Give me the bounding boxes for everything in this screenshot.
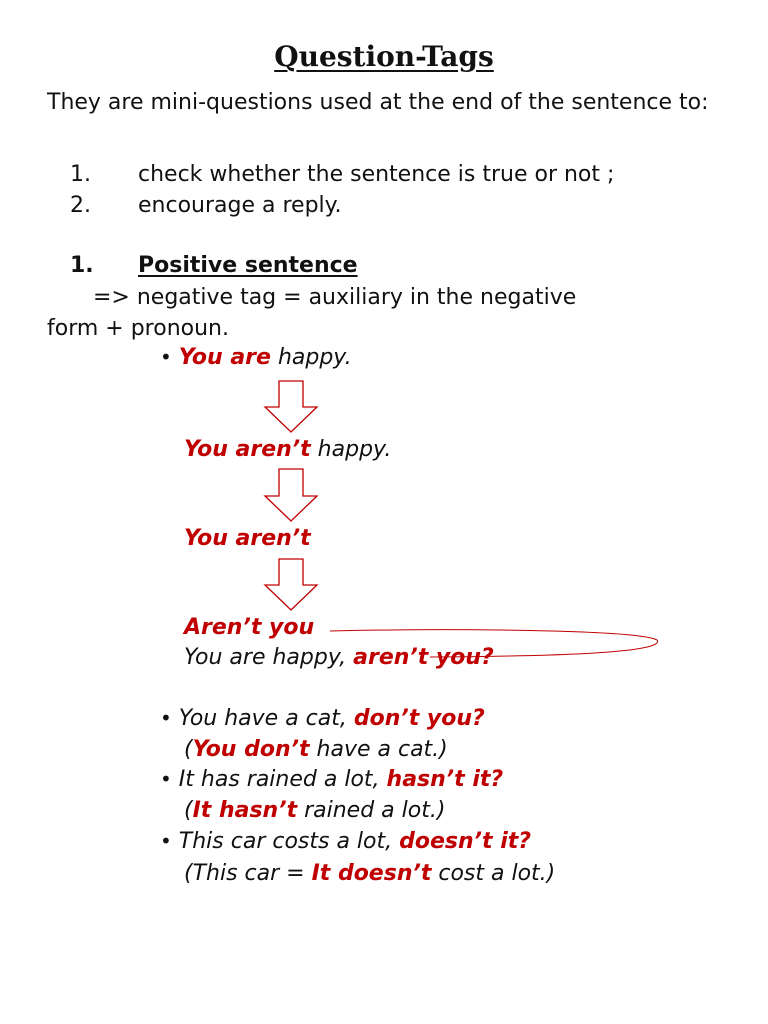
note-post: have a cat.)	[309, 737, 448, 762]
down-arrow-icon	[265, 381, 317, 432]
example-3-note	[184, 861, 555, 886]
purpose-number: 2.	[70, 193, 91, 218]
note-open: (	[184, 737, 193, 762]
rule-line-1: => negative tag = auxiliary in the negative	[93, 285, 577, 310]
example-sentence: You have a cat,	[178, 706, 354, 731]
example-sentence: It has rained a lot,	[178, 767, 387, 792]
section-heading-text: Positive sentence	[138, 253, 358, 278]
example-tag: don’t you?	[353, 706, 485, 731]
bullet: •	[160, 767, 172, 791]
down-arrow-icon	[265, 469, 317, 521]
step-1-red: You are	[178, 345, 271, 370]
example-1-note	[184, 737, 448, 762]
note-post: cost a lot.)	[431, 861, 556, 886]
note-open: (This car =	[184, 861, 312, 886]
loop-arrow-icon	[330, 630, 658, 657]
example-sentence: This car costs a lot,	[178, 829, 400, 854]
step-1-rest: happy.	[270, 345, 352, 370]
page-title: Question-Tags	[274, 40, 494, 73]
step-2-rest: happy.	[310, 437, 392, 462]
down-arrow-icon	[265, 559, 317, 610]
rule-line-2: form + pronoun.	[47, 316, 229, 341]
purpose-number: 1.	[70, 162, 91, 187]
step-2-red: You aren’t	[184, 437, 311, 462]
step-4-red: Aren’t you	[184, 615, 315, 640]
intro-paragraph: They are mini-questions used at the end of the sentence to:	[47, 90, 709, 115]
note-post: rained a lot.)	[297, 798, 446, 823]
bullet: •	[160, 345, 172, 369]
step-5-pre: You are happy,	[184, 645, 354, 670]
example-2-note	[184, 798, 445, 823]
example-tag: hasn’t it?	[386, 767, 504, 792]
purpose-text: encourage a reply.	[138, 193, 342, 218]
section-number: 1.	[70, 253, 94, 278]
note-red: You don’t	[192, 737, 310, 762]
bullet: •	[160, 706, 172, 730]
step-3-red: You aren’t	[184, 526, 311, 551]
note-red: It hasn’t	[192, 798, 298, 823]
note-red: It doesn’t	[311, 861, 432, 886]
purpose-text: check whether the sentence is true or not ;	[138, 162, 615, 187]
example-3	[160, 829, 531, 854]
note-open: (	[184, 798, 193, 823]
bullet: •	[160, 829, 172, 853]
step-5-red: aren’t you?	[353, 645, 494, 670]
example-tag: doesn’t it?	[399, 829, 532, 854]
example-1	[160, 706, 485, 731]
example-2	[160, 767, 503, 792]
